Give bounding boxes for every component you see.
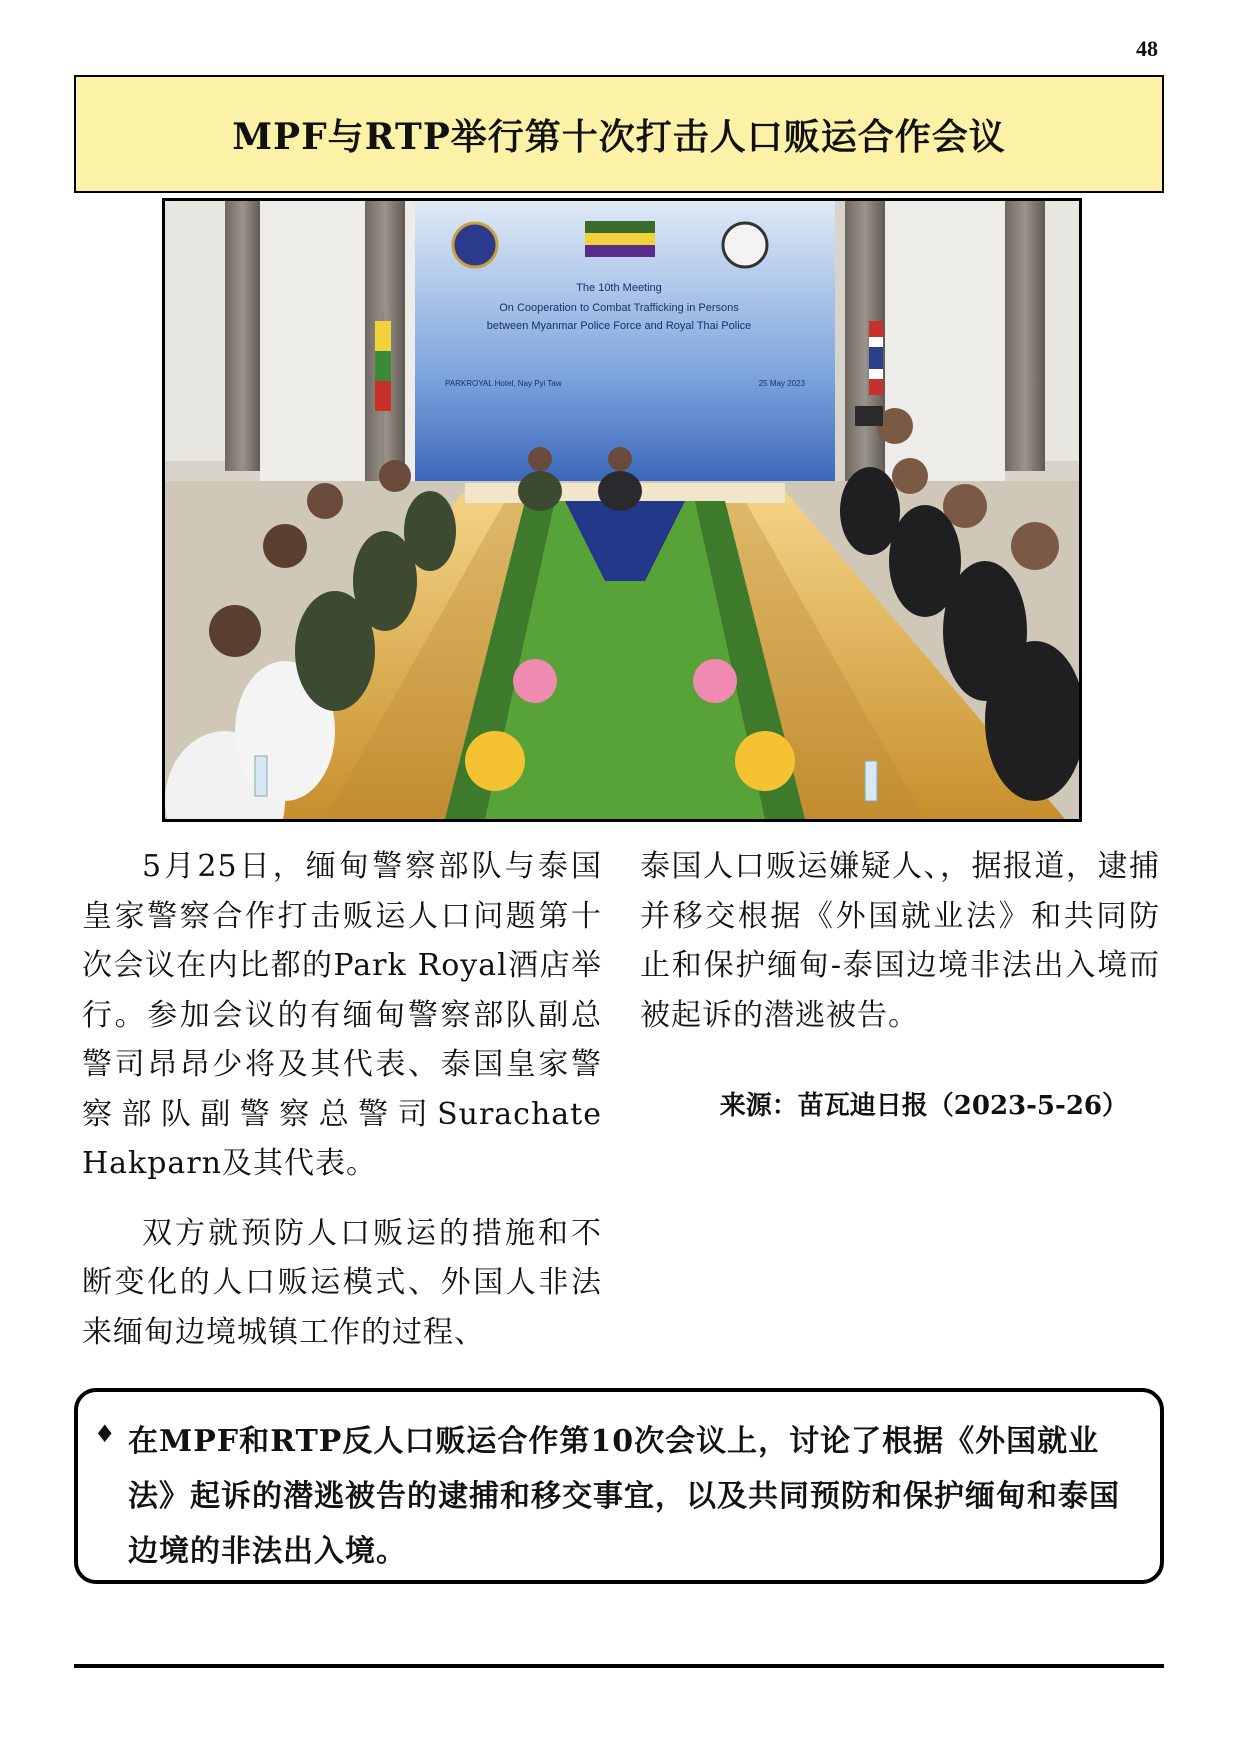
article-title: MPF与RTP举行第十次打击人口贩运合作会议: [232, 115, 1006, 158]
article-paragraph: 泰国人口贩运嫌疑人、，据报道，逮捕并移交根据《外国就业法》和共同防止和保护缅甸-泰国边境非法出入境而被起诉的潜逃被告。: [640, 849, 1160, 1033]
banner-venue: PARKROYAL Hotel, Nay Pyi Taw: [445, 379, 562, 388]
article-paragraph: 双方就预防人口贩运的措施和不断变化的人口贩运模式、外国人非法来缅甸边境城镇工作的过程、: [82, 1215, 602, 1350]
page-number: 48: [1136, 36, 1158, 61]
article-right-column: [640, 842, 1160, 1132]
banner-line-1: The 10th Meeting: [576, 282, 662, 294]
banner-line-3: between Myanmar Police Force and Royal Thai Police: [486, 320, 752, 332]
banner-line-2: On Cooperation to Combat Trafficking in Persons: [499, 302, 739, 314]
article-paragraph: 5月25日，缅甸警察部队与泰国皇家警察合作打击贩运人口问题第十次会议在内比都的Park Royal酒店举行。参加会议的有缅甸警察部队副总警司昂昂少将及其代表、泰国皇家警察部队副警察总警司Surachate Hakparn及其代表。: [82, 849, 602, 1181]
bullet-icon: ♦: [94, 1420, 116, 1448]
meeting-photo: [162, 198, 1082, 822]
banner-date: 25 May 2023: [758, 379, 805, 388]
article-source: 来源：苗瓦迪日报（2023-5-26）: [719, 1091, 1128, 1121]
summary-text: 在MPF和RTP反人口贩运合作第10次会议上，讨论了根据《外国就业法》起诉的潜逃被告的逮捕和移交事宜，以及共同预防和保护缅甸和泰国边境的非法出入境。: [128, 1424, 1120, 1569]
bottom-divider: [74, 1664, 1164, 1668]
article-left-column: [82, 842, 602, 1357]
title-box: [74, 75, 1164, 193]
summary-box: [74, 1388, 1164, 1584]
